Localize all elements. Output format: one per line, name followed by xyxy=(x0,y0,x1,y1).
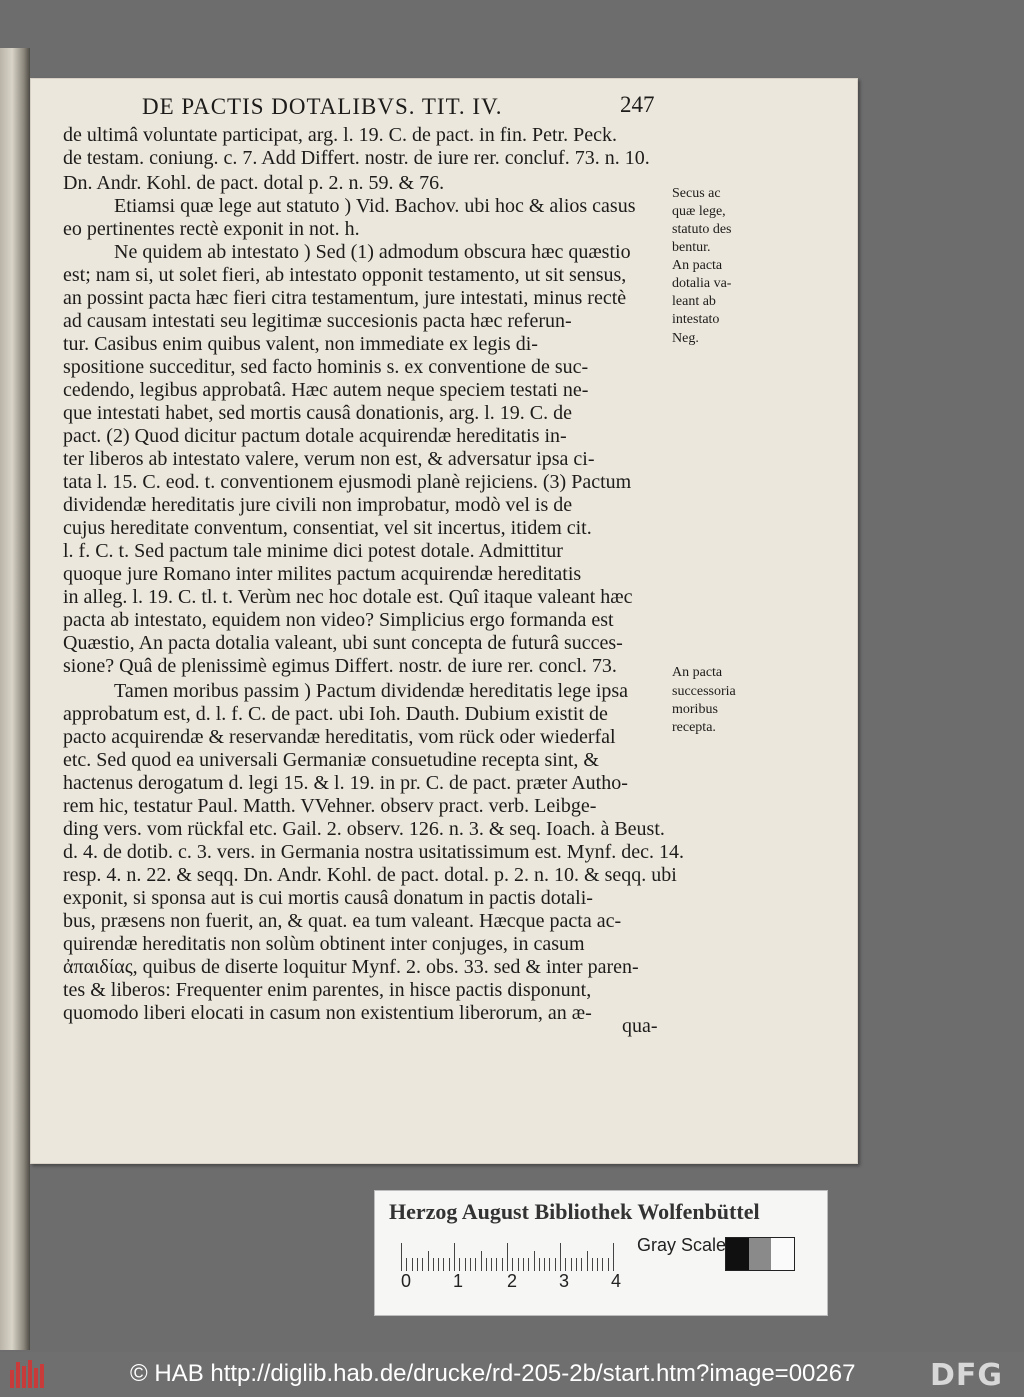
footer-bar xyxy=(0,1352,1024,1397)
scale-number: 4 xyxy=(611,1271,622,1291)
scale-number: 1 xyxy=(453,1271,464,1291)
margin-note: quæ lege, xyxy=(672,204,726,219)
ruler-tick xyxy=(401,1243,402,1271)
ruler-tick xyxy=(454,1243,455,1271)
ruler-tick xyxy=(555,1258,556,1271)
gray-scale-patches xyxy=(725,1237,795,1271)
margin-note: intestato xyxy=(672,312,720,327)
text-line: cedendo, legibus approbatâ. Hæc autem neque speciem testati ne- xyxy=(63,379,589,401)
text-line: sione? Quâ de plenissimè egimus Differt. nostr. de iure rer. concl. 73. xyxy=(63,655,617,677)
ruler-tick xyxy=(565,1258,566,1271)
color-calibration-card xyxy=(374,1190,828,1316)
text-line: l. f. C. t. Sed pactum tale minime dici potest dotale. Admittitur xyxy=(63,540,563,562)
margin-note: recepta. xyxy=(672,720,716,735)
text-line: Dn. Andr. Kohl. de pact. dotal p. 2. n. 59. & 76. xyxy=(63,172,445,194)
text-line: pact. (2) Quod dicitur pactum dotale acquirendæ hereditatis in- xyxy=(63,425,567,447)
ruler-tick xyxy=(512,1258,513,1271)
text-line: dividendæ hereditatis jure civili non improbatur, modò vel is de xyxy=(63,494,573,516)
ruler-tick xyxy=(417,1258,418,1271)
text-line: ad causam intestati seu legitimæ succesionis pacta hæc referun- xyxy=(63,310,572,332)
copyright-link[interactable]: © HAB http://diglib.hab.de/drucke/rd-205-2b/start.htm?image=00267 xyxy=(130,1360,856,1387)
scale-number: 2 xyxy=(507,1271,518,1291)
text-line: Quæstio, An pacta dotalia valeant, ubi sunt concepta de futurâ succes- xyxy=(63,632,623,654)
text-line: de ultimâ voluntate participat, arg. l. 19. C. de pact. in fin. Petr. Peck. xyxy=(63,124,617,146)
ruler-tick xyxy=(475,1258,476,1271)
scale-ruler xyxy=(401,1241,619,1271)
gray-patch xyxy=(749,1238,772,1270)
text-line: etc. Sed quod ea universali Germaniæ consuetudine recepta sint, & xyxy=(63,749,599,771)
ruler-tick xyxy=(443,1258,444,1271)
text-line: tes & liberos: Frequenter enim parentes, in hisce pactis disponunt, xyxy=(63,979,592,1001)
text-line: Ne quidem ab intestato ) Sed (1) admodum obscura hæc quæstio xyxy=(114,241,631,263)
ruler-tick xyxy=(587,1251,588,1271)
margin-note: dotalia va- xyxy=(672,276,732,291)
book-page xyxy=(30,78,858,1164)
text-line: de testam. coniung. c. 7. Add Differt. nostr. de iure rer. concluf. 73. n. 10. xyxy=(63,147,650,169)
text-line: Etiamsi quæ lege aut statuto ) Vid. Bachov. ubi hoc & alios casus xyxy=(114,195,636,217)
ruler-tick xyxy=(438,1258,439,1271)
text-line: hactenus derogatum d. legi 15. & l. 19. in pr. C. de pact. præter Autho- xyxy=(63,772,628,794)
margin-note: An pacta xyxy=(672,665,723,680)
text-line: resp. 4. n. 22. & seqq. Dn. Andr. Kohl. de pact. dotal. p. 2. n. 10. & seqq. ubi xyxy=(63,864,677,886)
text-line: quomodo liberi elocati in casum non existentium liberorum, an æ- xyxy=(63,1002,592,1024)
ruler-tick xyxy=(528,1258,529,1271)
running-head: DE PACTIS DOTALIBVS. TIT. IV. xyxy=(142,94,503,119)
catchword: qua- xyxy=(622,1015,658,1037)
ruler-tick xyxy=(428,1251,429,1271)
ruler-tick xyxy=(481,1251,482,1271)
text-line: spositione succeditur, sed facto hominis s. ex conventione de suc- xyxy=(63,356,589,378)
ruler-tick xyxy=(592,1258,593,1271)
hab-logo-icon[interactable] xyxy=(10,1360,44,1388)
ruler-tick xyxy=(549,1258,550,1271)
text-line: ἀπαιδίας, quibus de diserte loquitur Mynf. 2. obs. 33. sed & inter paren- xyxy=(63,956,639,978)
margin-note: bentur. xyxy=(672,240,711,255)
margin-note: Secus ac xyxy=(672,186,721,201)
dfg-logo[interactable]: DFG xyxy=(930,1358,1004,1393)
ruler-tick xyxy=(486,1258,487,1271)
text-line: est; nam si, ut solet fieri, ab intestato opponit testamento, ut sit sensus, xyxy=(63,264,627,286)
margin-note: successoria xyxy=(672,684,736,699)
text-line: ter liberos ab intestato valere, verum non est, & adversatur ipsa ci- xyxy=(63,448,595,470)
ruler-tick xyxy=(406,1258,407,1271)
text-line: in alleg. l. 19. C. tl. t. Verùm nec hoc dotale est. Quî itaque valeant hæc xyxy=(63,586,633,608)
ruler-tick xyxy=(433,1258,434,1271)
previous-page-edge xyxy=(0,48,30,1350)
text-line: pacto acquirendæ & reservandæ hereditatis, vom rück oder wiederfal xyxy=(63,726,616,748)
ruler-tick xyxy=(459,1258,460,1271)
ruler-tick xyxy=(465,1258,466,1271)
margin-note: statuto des xyxy=(672,222,732,237)
text-line: ding vers. vom rückfal etc. Gail. 2. observ. 126. n. 3. & seq. Ioach. à Beust. xyxy=(63,818,665,840)
text-line: quirendæ hereditatis non solùm obtinent inter conjuges, in casum xyxy=(63,933,585,955)
ruler-tick xyxy=(534,1251,535,1271)
margin-note: Neg. xyxy=(672,331,699,346)
ruler-tick xyxy=(496,1258,497,1271)
ruler-tick xyxy=(518,1258,519,1271)
ruler-tick xyxy=(412,1258,413,1271)
text-line: tur. Casibus enim quibus valent, non immediate ex legis di- xyxy=(63,333,538,355)
ruler-tick xyxy=(470,1258,471,1271)
text-line: pacta ab intestato, equidem non video? Simplicius ergo formanda est xyxy=(63,609,614,631)
text-line: exponit, si sponsa aut is cui mortis causâ donatum in pactis dotali- xyxy=(63,887,593,909)
ruler-tick xyxy=(491,1258,492,1271)
scale-number: 3 xyxy=(559,1271,570,1291)
text-line: que intestati habet, sed mortis causâ donationis, arg. l. 19. C. de xyxy=(63,402,572,424)
scale-number: 0 xyxy=(401,1271,412,1291)
ruler-tick xyxy=(608,1258,609,1271)
ruler-tick xyxy=(502,1258,503,1271)
ruler-tick xyxy=(422,1258,423,1271)
text-line: d. 4. de dotib. c. 3. vers. in Germania nostra usitatissimum est. Mynf. dec. 14. xyxy=(63,841,685,863)
ruler-tick xyxy=(597,1258,598,1271)
ruler-tick xyxy=(539,1258,540,1271)
gray-scale-label: Gray Scale xyxy=(637,1235,727,1255)
margin-note: leant ab xyxy=(672,294,716,309)
ruler-tick xyxy=(507,1243,508,1271)
library-name: Herzog August Bibliothek Wolfenbüttel xyxy=(389,1199,760,1224)
ruler-tick xyxy=(602,1258,603,1271)
ruler-tick xyxy=(613,1243,614,1271)
ruler-tick xyxy=(449,1258,450,1271)
text-line: cujus hereditate conventum, consentiat, vel sit incertus, itidem cit. xyxy=(63,517,592,539)
ruler-tick xyxy=(544,1258,545,1271)
ruler-tick xyxy=(581,1258,582,1271)
text-line: approbatum est, d. l. f. C. de pact. ubi Ioh. Dauth. Dubium existit de xyxy=(63,703,608,725)
text-line: Tamen moribus passim ) Pactum dividendæ hereditatis lege ipsa xyxy=(114,680,629,702)
ruler-tick xyxy=(560,1243,561,1271)
ruler-tick xyxy=(576,1258,577,1271)
text-line: rem hic, testatur Paul. Matth. VVehner. observ pract. verb. Leibge- xyxy=(63,795,597,817)
margin-note: An pacta xyxy=(672,258,723,273)
text-line: eo pertinentes rectè exponit in not. h. xyxy=(63,218,360,240)
text-line: tata l. 15. C. eod. t. conventionem ejusmodi planè rejiciens. (3) Pactum xyxy=(63,471,632,493)
gray-patch xyxy=(771,1238,794,1270)
page-number: 247 xyxy=(620,92,655,117)
margin-note: moribus xyxy=(672,702,718,717)
text-line: an possint pacta hæc fieri citra testamentum, jure intestati, minus rectè xyxy=(63,287,627,309)
ruler-tick xyxy=(523,1258,524,1271)
gray-patch xyxy=(726,1238,749,1270)
text-line: quoque jure Romano inter milites pactum acquirendæ hereditatis xyxy=(63,563,582,585)
ruler-tick xyxy=(571,1258,572,1271)
text-line: bus, præsens non fuerit, an, & quat. ea tum valeant. Hæcque pacta ac- xyxy=(63,910,622,932)
